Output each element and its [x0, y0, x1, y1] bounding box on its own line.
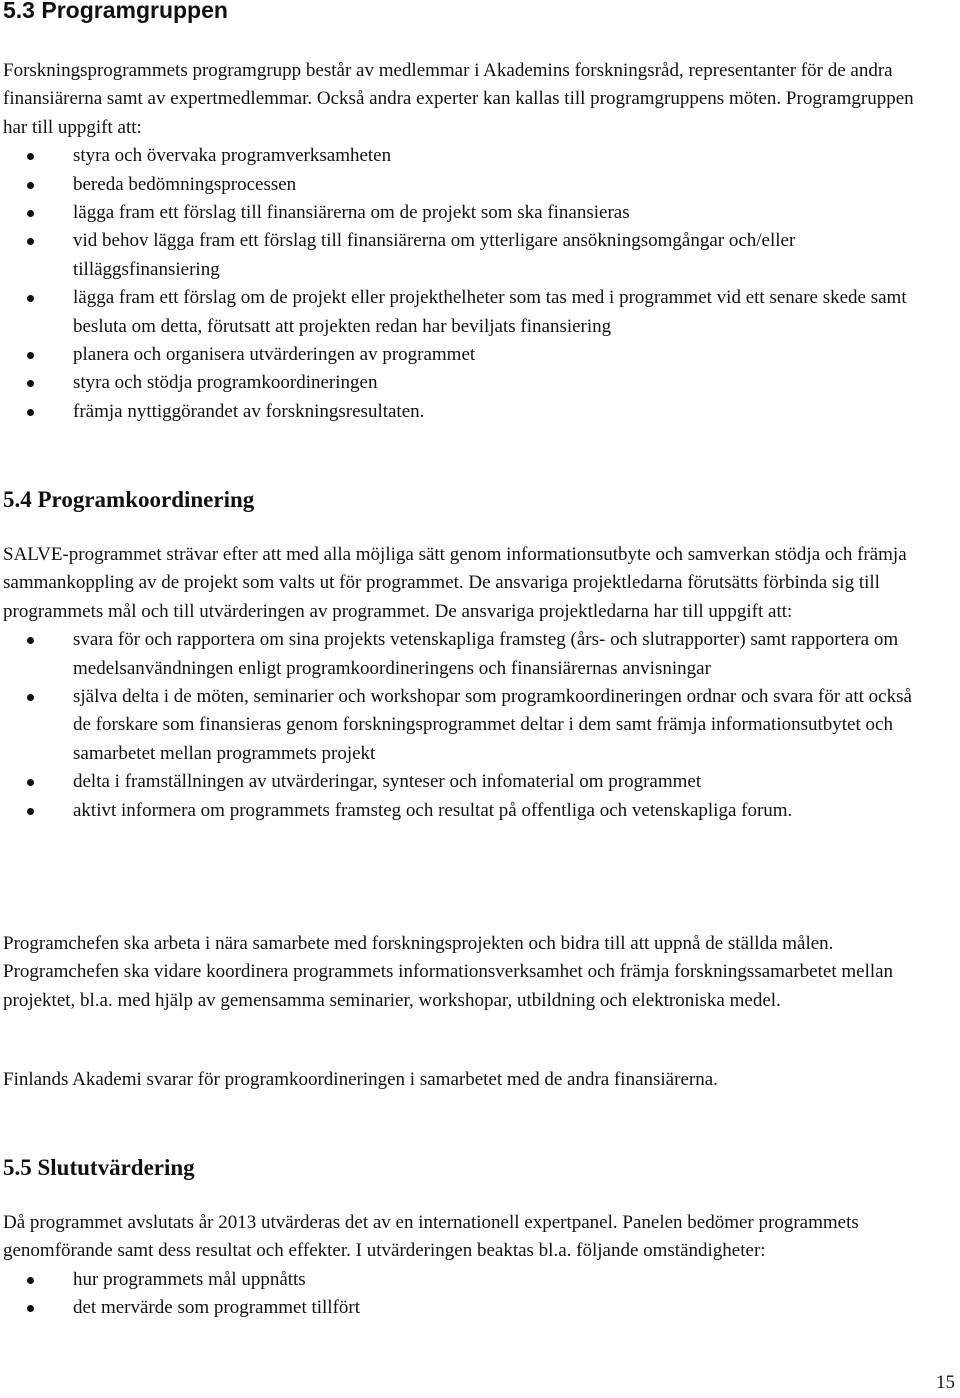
- section-5-4-list: [3, 626, 933, 825]
- list-item: lägga fram ett förslag till finansiärerna om de projekt som ska finansieras: [3, 199, 933, 227]
- section-5-4-intro: SALVE-programmet strävar efter att med alla möjliga sätt genom informationsutbyte och samverkan stödja och främja sammankoppling av de projekt som valts ut för programmet. De ansvariga projektledarna förutsätts förbinda sig till programmets mål och till utvärderingen av programmet. De ansvariga projektledarna har till uppgift att:: [3, 544, 907, 622]
- section-5-5-body: [3, 1209, 933, 1323]
- list-item: styra och stödja programkoordineringen: [3, 369, 933, 397]
- section-5-4-paragraph-2: [3, 930, 933, 1015]
- section-heading-5-3: 5.3 Programgruppen: [3, 0, 228, 23]
- list-item: vid behov lägga fram ett förslag till finansiärerna om ytterligare ansökningsomgångar och/eller tilläggsfinansiering: [3, 227, 933, 284]
- section-5-5-list: [3, 1266, 933, 1323]
- list-item: planera och organisera utvärderingen av programmet: [3, 341, 933, 369]
- section-heading-5-5: 5.5 Slututvärdering: [3, 1155, 195, 1180]
- section-5-5-intro: Då programmet avslutats år 2013 utvärderas det av en internationell expertpanel. Panelen bedömer programmets genomförande samt dess resultat och effekter. I utvärderingen beaktas bl.a. följande omständigheter:: [3, 1212, 859, 1262]
- section-5-3-intro: Forskningsprogrammets programgrupp består av medlemmar i Akademins forskningsråd, representanter för de andra finansiärerna samt av expertmedlemmar. Också andra experter kan kallas till programgruppens möten. Programgruppen har till uppgift att:: [3, 60, 914, 138]
- section-5-4-body: [3, 541, 933, 825]
- list-item: främja nyttiggörandet av forskningsresultaten.: [3, 398, 933, 426]
- section-5-4-paragraph-3: [3, 1066, 933, 1094]
- list-item: delta i framställningen av utvärderingar, synteser och infomaterial om programmet: [3, 768, 933, 796]
- list-item: det mervärde som programmet tillfört: [3, 1294, 933, 1322]
- list-item: aktivt informera om programmets framsteg och resultat på offentliga och vetenskapliga forum.: [3, 797, 933, 825]
- list-item: svara för och rapportera om sina projekts vetenskapliga framsteg (års- och slutrapporter) samt rapportera om medelsanvändningen enligt programkoordineringens och finansiärernas anvisningar: [3, 626, 933, 683]
- list-item: bereda bedömningsprocessen: [3, 171, 933, 199]
- list-item: styra och övervaka programverksamheten: [3, 142, 933, 170]
- list-item: lägga fram ett förslag om de projekt eller projekthelheter som tas med i programmet vid ett senare skede samt besluta om detta, förutsatt att projekten redan har beviljats finansiering: [3, 284, 933, 341]
- paragraph: Finlands Akademi svarar för programkoordineringen i samarbetet med de andra finansiärerna.: [3, 1069, 718, 1090]
- section-5-3-body: [3, 57, 933, 426]
- list-item: själva delta i de möten, seminarier och workshopar som programkoordineringen ordnar och svara för att också de forskare som finansieras genom forskningsprogrammet deltar i dem samt främja informationsutbytet och samarbetet mellan programmets projekt: [3, 683, 933, 768]
- page-number: 15: [936, 1372, 955, 1393]
- list-item: hur programmets mål uppnåtts: [3, 1266, 933, 1294]
- paragraph: Programchefen ska arbeta i nära samarbete med forskningsprojekten och bidra till att uppnå de ställda målen. Programchefen ska vidare koordinera programmets informationsverksamhet och främja forskningssamarbetet mellan projektet, bl.a. med hjälp av gemensamma seminarier, workshopar, utbildning och elektroniska medel.: [3, 933, 894, 1011]
- section-5-3-list: [3, 142, 933, 426]
- section-heading-5-4: 5.4 Programkoordinering: [3, 487, 255, 512]
